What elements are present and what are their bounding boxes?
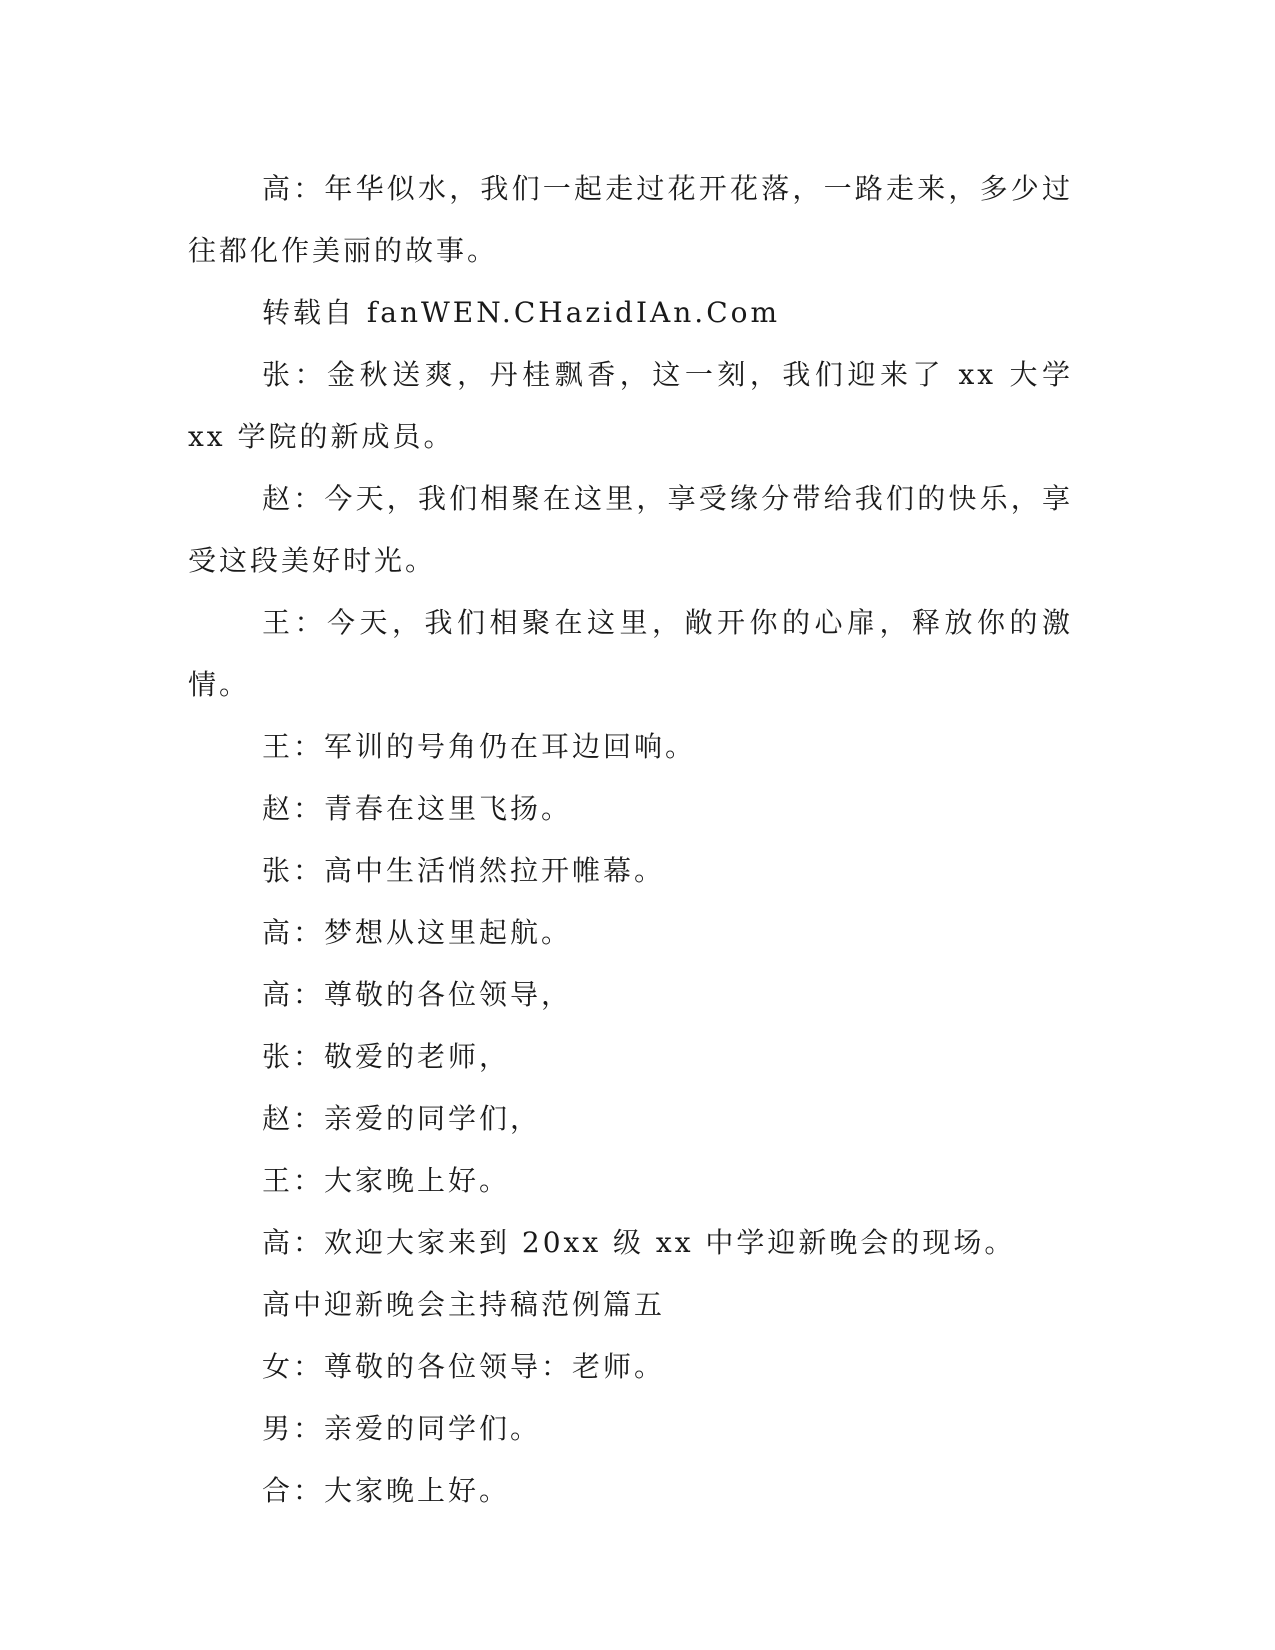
paragraph: 转载自 fanWEN.CHazidIAn.Com	[262, 296, 781, 329]
document-body	[188, 158, 1073, 1522]
paragraph: 张：敬爱的老师，	[262, 1040, 511, 1073]
paragraph: 高：尊敬的各位领导，	[262, 978, 573, 1011]
paragraph: 张：高中生活悄然拉开帷幕。	[262, 854, 666, 887]
paragraph: 王：大家晚上好。	[262, 1164, 511, 1197]
paragraph: 高：梦想从这里起航。	[262, 916, 573, 949]
paragraph: 高：年华似水，我们一起走过花开花落，一路走来，多少过往都化作美丽的故事。	[188, 172, 1073, 267]
paragraph: 王：军训的号角仍在耳边回响。	[262, 730, 697, 763]
paragraph: 合：大家晚上好。	[262, 1474, 511, 1507]
section-heading: 高中迎新晚会主持稿范例篇五	[262, 1288, 666, 1321]
paragraph: 女：尊敬的各位领导：老师。	[262, 1350, 666, 1383]
paragraph: 王：今天，我们相聚在这里，敞开你的心扉，释放你的激情。	[188, 606, 1073, 701]
paragraph: 赵：今天，我们相聚在这里，享受缘分带给我们的快乐，享受这段美好时光。	[188, 482, 1073, 577]
paragraph: 赵：亲爱的同学们，	[262, 1102, 542, 1135]
paragraph: 赵：青春在这里飞扬。	[262, 792, 573, 825]
paragraph: 高：欢迎大家来到 20xx 级 xx 中学迎新晚会的现场。	[262, 1226, 1016, 1259]
paragraph: 张：金秋送爽，丹桂飘香，这一刻，我们迎来了 xx 大学 xx 学院的新成员。	[188, 358, 1073, 453]
paragraph: 男：亲爱的同学们。	[262, 1412, 542, 1445]
